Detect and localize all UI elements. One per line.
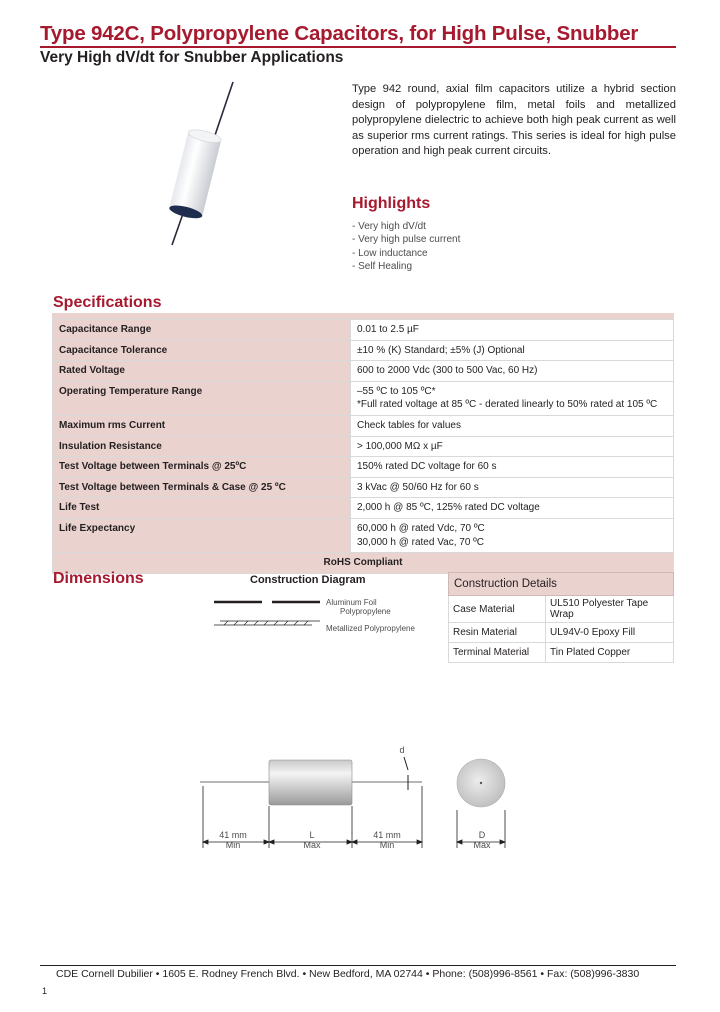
spec-value: 0.01 to 2.5 µF — [351, 320, 674, 341]
construction-key: Case Material — [449, 596, 546, 623]
capacitor-body — [168, 127, 222, 221]
right-lead-length-qualifier: Min — [379, 840, 395, 850]
spec-row — [53, 457, 674, 478]
capacitor-body-side — [269, 760, 352, 805]
capacitor-product-image — [150, 80, 250, 250]
construction-value: UL510 Polyester Tape Wrap — [546, 596, 674, 623]
specifications-heading: Specifications — [53, 294, 162, 311]
spec-row — [53, 320, 674, 341]
specifications-table — [52, 319, 674, 574]
highlights-list — [352, 220, 460, 274]
construction-diagram-title: Construction Diagram — [250, 574, 366, 586]
page-title: Type 942C, Polypropylene Capacitors, for High Pulse, Snubber — [40, 22, 639, 45]
page-subtitle: Very High dV/dt for Snubber Applications — [40, 49, 344, 66]
lead-center-dot — [480, 782, 482, 784]
body-length-qualifier: Max — [303, 840, 321, 850]
spec-value-note: *Full rated voltage at 85 ºC - derated linearly to 50% rated at 105 ºC — [357, 399, 658, 411]
highlight-item: - Very high pulse current — [352, 234, 461, 246]
construction-key: Resin Material — [449, 623, 546, 643]
spec-label: Capacitance Tolerance — [53, 340, 351, 361]
spec-value: –55 ºC to 105 ºC* — [357, 385, 436, 397]
spec-label: Maximum rms Current — [53, 415, 351, 436]
spec-label: Capacitance Range — [53, 320, 351, 341]
spec-row — [53, 518, 674, 552]
spec-row — [53, 477, 674, 498]
legend-polypropylene-text: Polypropylene — [340, 607, 391, 616]
right-lead-length-value: 41 mm — [373, 830, 401, 840]
footer-contact: CDE Cornell Dubilier • 1605 E. Rodney French Blvd. • New Bedford, MA 02744 • Phone: (508)996-8561 • Fax: (508)996-3830 — [56, 968, 640, 980]
spec-value-multiline — [351, 518, 674, 552]
spec-row — [53, 415, 674, 436]
spec-value-multiline — [351, 381, 674, 415]
spec-label: Insulation Resistance — [53, 436, 351, 457]
spec-label: Test Voltage between Terminals @ 25ºC — [53, 457, 351, 478]
construction-diagram — [212, 596, 330, 636]
highlights-heading: Highlights — [352, 195, 431, 212]
intro-paragraph: Type 942 round, axial film capacitors utilize a hybrid section design of polypropylene film, metal foils and metallized polypropylene dielectric to achieve both high peak current as well as superior rms current ratings. This series is ideal for high pulse operation and high peak current circuits. — [352, 83, 676, 158]
lead-diameter-label: d — [399, 745, 405, 755]
footer-rule — [40, 965, 676, 966]
rohs-compliant-label: RoHS Compliant — [53, 553, 674, 574]
spec-value: 600 to 2000 Vdc (300 to 500 Vac, 60 Hz) — [351, 361, 674, 382]
highlight-item: - Low inductance — [352, 247, 428, 259]
spec-row — [53, 340, 674, 361]
spec-value: 2,000 h @ 85 ºC, 125% rated DC voltage — [351, 498, 674, 519]
body-length-value: L — [309, 830, 315, 840]
highlight-item: - Self Healing — [352, 261, 413, 273]
spec-value: 3 kVac @ 50/60 Hz for 60 s — [351, 477, 674, 498]
construction-key: Terminal Material — [449, 643, 546, 663]
spec-value: ±10 % (K) Standard; ±5% (J) Optional — [351, 340, 674, 361]
legend-metallized-label: Metallized Polypropylene — [326, 624, 415, 633]
right-lead-length-label — [357, 830, 417, 850]
page-number: 1 — [42, 986, 48, 996]
body-length-label — [282, 830, 342, 850]
spec-value: > 100,000 MΩ x µF — [351, 436, 674, 457]
spec-label: Test Voltage between Terminals & Case @ 25 ºC — [53, 477, 351, 498]
metallized-hatching — [224, 621, 308, 625]
construction-row — [449, 623, 674, 643]
spec-row — [53, 498, 674, 519]
spec-value-note: 30,000 h @ rated Vac, 70 ºC — [357, 536, 485, 548]
spec-value: Check tables for values — [351, 415, 674, 436]
spec-row — [53, 436, 674, 457]
spec-row — [53, 381, 674, 415]
left-lead-length-value: 41 mm — [219, 830, 247, 840]
construction-value: UL94V-0 Epoxy Fill — [546, 623, 674, 643]
diameter-value: D — [478, 830, 486, 840]
construction-details-header — [449, 573, 674, 596]
legend-foil-text: Aluminum Foil — [326, 598, 377, 607]
spec-label: Operating Temperature Range — [53, 381, 351, 415]
rohs-row — [53, 553, 674, 574]
diameter-qualifier: Max — [473, 840, 491, 850]
construction-details-table — [448, 572, 674, 663]
left-lead-length-label — [203, 830, 263, 850]
diameter-label — [457, 830, 507, 850]
title-rule — [40, 46, 676, 48]
construction-row — [449, 596, 674, 623]
spec-label: Life Expectancy — [53, 518, 351, 552]
dimensions-heading: Dimensions — [53, 570, 144, 587]
spec-row — [53, 361, 674, 382]
lead-diameter-marker — [404, 757, 408, 790]
legend-foil-label — [326, 598, 391, 616]
highlight-item: - Very high dV/dt — [352, 221, 426, 232]
construction-value: Tin Plated Copper — [546, 643, 674, 663]
left-lead-length-qualifier: Min — [225, 840, 241, 850]
spec-label: Rated Voltage — [53, 361, 351, 382]
construction-details-title: Construction Details — [449, 573, 674, 596]
spec-label: Life Test — [53, 498, 351, 519]
construction-row — [449, 643, 674, 663]
spec-value: 60,000 h @ rated Vdc, 70 ºC — [357, 522, 485, 534]
spec-value: 150% rated DC voltage for 60 s — [351, 457, 674, 478]
